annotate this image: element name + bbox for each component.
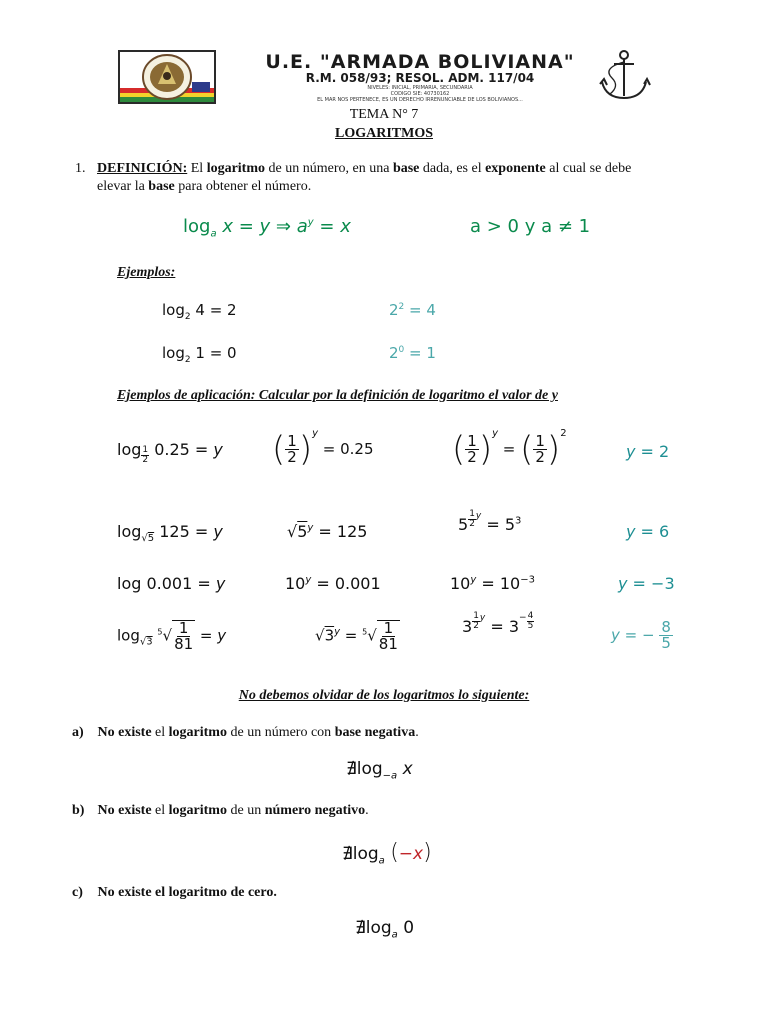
app-3-result: y = −3 xyxy=(618,574,675,593)
school-name: U.E. "ARMADA BOLIVIANA" xyxy=(265,51,575,73)
example-power-2: $2^0 = 1$ xyxy=(389,344,436,362)
ejemplos-label: Ejemplos: xyxy=(117,265,176,280)
app-1-step-1: ( $\frac{1}{2}$ )$^y$ = 0.25 xyxy=(272,428,374,470)
rule-text: número negativo xyxy=(264,803,366,818)
rule-text: de un xyxy=(230,803,262,818)
rule-text: el xyxy=(155,803,166,818)
example-log-1: $\log_2 4 = 2$ xyxy=(162,301,237,322)
school-header xyxy=(250,52,590,102)
rule-text: logaritmo xyxy=(168,803,227,818)
rule-text: No existe xyxy=(97,725,152,740)
rule-text: base negativa xyxy=(334,725,416,740)
school-logo xyxy=(118,50,216,104)
definition-paragraph xyxy=(75,160,700,196)
rule-text: logaritmo xyxy=(168,725,227,740)
rule-b xyxy=(72,802,369,820)
app-4-step-1: $√3^y = ^5√$ $\frac{1}{81}$ xyxy=(315,619,398,653)
rule-text: No existe xyxy=(97,803,152,818)
example-power-1: $2^2 = 4$ xyxy=(389,301,436,319)
example-log-2: $\log_2 1 = 0$ xyxy=(162,344,237,365)
rule-marker: a) xyxy=(72,725,84,740)
definition-term: exponente xyxy=(485,161,546,176)
app-2-log: $\log_{√5} 125 = y$ xyxy=(117,522,223,545)
definition-formula: $\log_a x = y$ ⇒ $a^y = x$ xyxy=(183,216,351,240)
rule-text: . xyxy=(415,725,419,740)
school-code: CODIGO SIE: 40730162 xyxy=(390,91,450,97)
rule-a xyxy=(72,724,419,742)
rule-c-formula: $∄\log_a$ 0 xyxy=(355,918,415,941)
school-resolution: R.M. 058/93; RESOL. ADM. 117/04 xyxy=(305,71,535,85)
rule-text: el xyxy=(155,725,166,740)
app-1-result: y = 2 xyxy=(626,442,670,461)
rule-b-formula: $∄\log_a$ (−x) xyxy=(342,840,432,867)
tema-label: TEMA N° 7 xyxy=(349,107,419,122)
definition-label: DEFINICIÓN: xyxy=(97,161,188,176)
app-2-step-2: 5 $\frac{1}{2}$ $^y = 5^3$ xyxy=(458,509,522,534)
app-1-log: log $\frac{1}{2}$ 0.25 = y xyxy=(117,440,223,465)
definition-text: al cual se debe xyxy=(549,161,632,176)
reminder-heading: No debemos olvidar de los logaritmos lo siguiente: xyxy=(238,688,530,703)
app-3-step-2: $10^y = 10^{-3}$ xyxy=(450,574,535,593)
application-label: Ejemplos de aplicación: Calcular por la definición de logaritmo el valor de y xyxy=(117,388,558,403)
app-4-log: $\log_{√3} ^5√$ $\frac{1}{81}$ = y xyxy=(117,619,227,653)
definition-text: para obtener el número. xyxy=(178,179,312,194)
definition-text: elevar la xyxy=(97,179,145,194)
app-4-step-2: 3 $\frac{1}{2}$ $^y$ = 3− $\frac{4}{5}$ xyxy=(462,611,534,636)
rule-marker: b) xyxy=(72,803,85,818)
rule-marker: c) xyxy=(72,885,83,900)
app-3-log: log 0.001 = y xyxy=(117,574,226,593)
definition-text: de un número, en una xyxy=(268,161,390,176)
rule-c xyxy=(72,884,277,902)
app-3-step-1: $10^y = 0.001$ xyxy=(285,574,381,593)
page-title: LOGARITMOS xyxy=(334,126,433,141)
app-2-result: y = 6 xyxy=(626,522,670,541)
rule-text: No existe el logaritmo de cero. xyxy=(97,885,277,900)
rule-a-formula: $∄\log_{-a}$ x xyxy=(346,759,413,782)
app-4-result: y = − $\frac{8}{5}$ xyxy=(611,618,671,652)
definition-term: base xyxy=(392,161,420,176)
anchor-icon xyxy=(592,48,652,104)
school-levels: NIVELES: INICIAL, PRIMARIA, SECUNDARIA xyxy=(367,85,473,91)
rule-text: de un número con xyxy=(230,725,332,740)
definition-text: dada, es el xyxy=(422,161,482,176)
definition-text: El xyxy=(190,161,204,176)
definition-term: logaritmo xyxy=(206,161,266,176)
rule-text: . xyxy=(365,803,369,818)
app-1-step-2: ( $\frac{1}{2}$ )$^y$ = ( $\frac{1}{2}$ )$^2$ xyxy=(452,428,567,470)
definition-term: base xyxy=(148,179,175,194)
app-2-step-1: $√5^y = 125$ xyxy=(287,522,368,541)
school-motto: EL MAR NOS PERTENECE, ES UN DERECHO IRRENUNCIABLE DE LOS BOLIVIANOS... xyxy=(317,97,523,103)
definition-number: 1. xyxy=(75,161,86,176)
definition-condition: a > 0 y a ≠ 1 xyxy=(470,216,591,237)
